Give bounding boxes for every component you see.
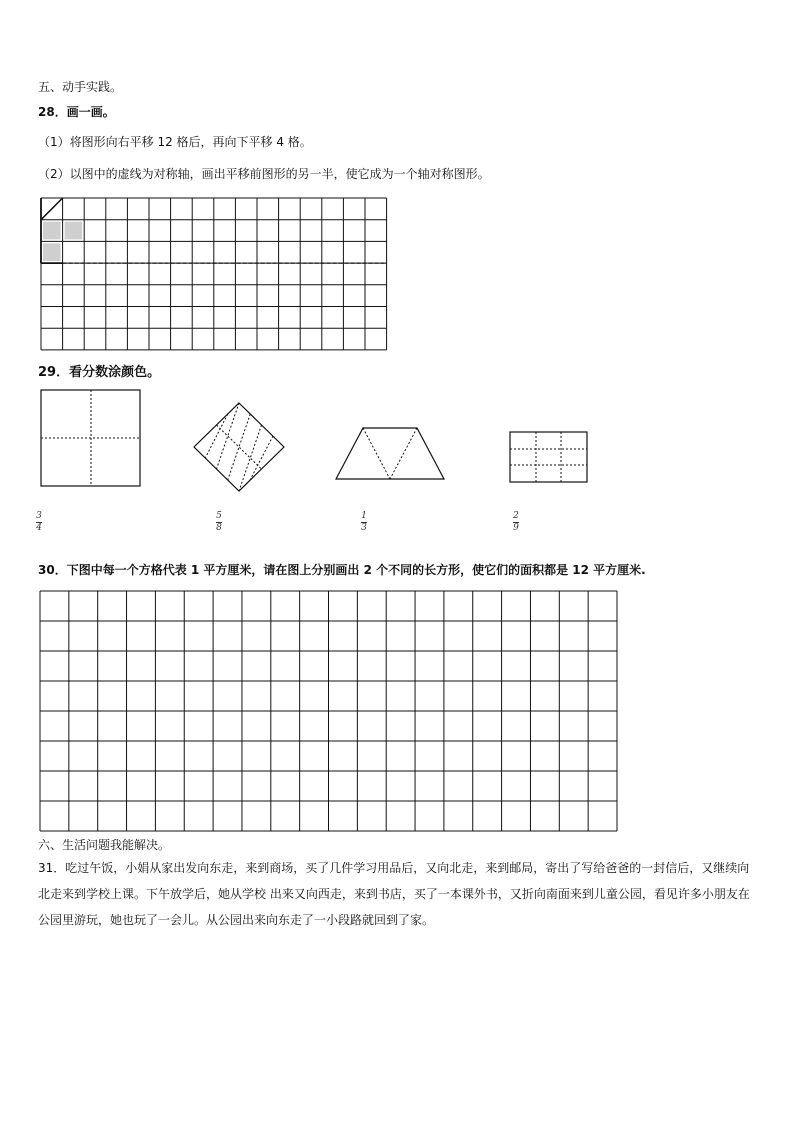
question-29-title: 29．看分数涂颜色。 (38, 365, 161, 380)
fraction-denominator: 8 (216, 523, 222, 533)
question-28-title: 28．画一画。 (38, 105, 115, 119)
fraction-denominator: 4 (36, 523, 42, 533)
fraction-numerator: 3 (36, 511, 42, 521)
area-grid-lines (40, 591, 617, 831)
question-28-part-1: （1）将图形向右平移 12 格后，再向下平移 4 格。 (38, 135, 312, 149)
question-28-part-2: （2）以图中的虚线为对称轴，画出平移前图形的另一半，使它成为一个轴对称图形。 (38, 167, 490, 181)
fraction-denominator: 9 (513, 523, 519, 533)
section-5-heading: 五、动手实践。 (38, 80, 123, 94)
question-30-title: 30．下图中每一个方格代表 1 平方厘米，请在图上分别画出 2 个不同的长方形，使它们的面积都是 12 平方厘米. (38, 563, 646, 577)
fraction-denominator: 3 (361, 523, 367, 533)
fraction-numerator: 2 (513, 511, 519, 521)
question-31-text: 31．吃过午饭，小娟从家出发向东走，来到商场，买了几件学习用品后，又向北走，来到邮局，寄出了写给爸爸的一封信后，又继续向北走来到学校上课。下午放学后，她从学校 出来又向西走，来到书店，买了一本课外书，又折向南面来到儿童公园，看见许多小朋友在公园里游玩，她也玩了一会儿。从公园出来向东走了一小段路就回到了家。 (38, 861, 750, 927)
fraction-numerator: 5 (216, 511, 222, 521)
fraction-numerator: 1 (361, 511, 367, 521)
section-6-heading: 六、生活问题我能解决。 (38, 838, 171, 852)
